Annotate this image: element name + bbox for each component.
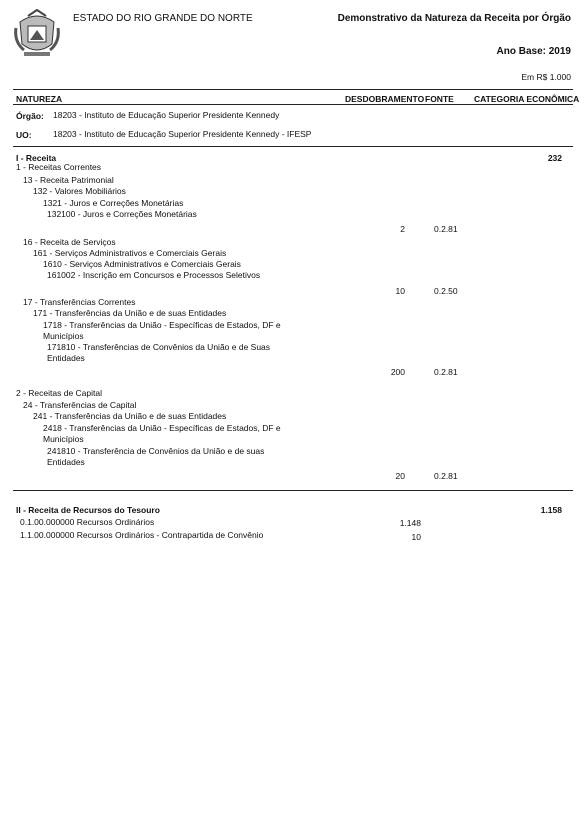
list-item: 161002 - Inscrição em Concursos e Processos Seletivos bbox=[47, 270, 261, 280]
resource-value: 10 bbox=[411, 532, 421, 542]
divider bbox=[13, 89, 573, 90]
list-item: 241 - Transferências da União e de suas Entidades bbox=[33, 411, 227, 421]
divider bbox=[13, 104, 573, 105]
list-item: 1610 - Serviços Administrativos e Comerciais Gerais bbox=[43, 259, 241, 269]
list-item: 171 - Transferências da União e de suas Entidades bbox=[33, 308, 227, 318]
list-item: Municípios bbox=[43, 434, 84, 444]
list-item: 132100 - Juros e Correções Monetárias bbox=[47, 209, 197, 219]
orgao-label: Órgão: bbox=[16, 111, 44, 121]
section-tesouro-total: 1.158 bbox=[540, 505, 562, 515]
list-item: 1 - Receitas Correntes bbox=[16, 162, 102, 172]
list-item: Municípios bbox=[43, 331, 84, 341]
section-receita-total: 232 bbox=[547, 153, 562, 163]
list-item: 2418 - Transferências da União - Específicas de Estados, DF e bbox=[43, 423, 281, 433]
fonte-value: 0.2.81 bbox=[434, 367, 458, 377]
list-item: 13 - Receita Patrimonial bbox=[23, 175, 114, 185]
list-item: Entidades bbox=[47, 457, 85, 467]
list-item: 2 - Receitas de Capital bbox=[16, 388, 102, 398]
list-item: Entidades bbox=[47, 353, 85, 363]
list-item: 17 - Transferências Correntes bbox=[23, 297, 136, 307]
base-year: Ano Base: 2019 bbox=[496, 46, 571, 57]
divider bbox=[13, 490, 573, 491]
list-item: 0.1.00.000000 Recursos Ordinários bbox=[20, 517, 155, 527]
section-receita-title: I - Receita bbox=[16, 153, 57, 163]
col-desdobramento: DESDOBRAMENTO bbox=[345, 94, 425, 104]
desdobramento-value: 2 bbox=[400, 224, 405, 234]
currency-unit: Em R$ 1.000 bbox=[521, 72, 571, 82]
list-item: 1321 - Juros e Correções Monetárias bbox=[43, 198, 184, 208]
list-item: 16 - Receita de Serviços bbox=[23, 237, 116, 247]
state-coat-of-arms-logo bbox=[14, 8, 60, 58]
desdobramento-value: 200 bbox=[390, 367, 405, 377]
fonte-value: 0.2.81 bbox=[434, 471, 458, 481]
col-natureza: NATUREZA bbox=[16, 94, 63, 104]
fonte-value: 0.2.81 bbox=[434, 224, 458, 234]
list-item: 1.1.00.000000 Recursos Ordinários - Contrapartida de Convênio bbox=[20, 530, 264, 540]
desdobramento-value: 20 bbox=[395, 471, 405, 481]
list-item: 132 - Valores Mobiliários bbox=[33, 186, 126, 196]
col-fonte: FONTE bbox=[425, 94, 454, 104]
uo-label: UO: bbox=[16, 130, 32, 140]
orgao-value: 18203 - Instituto de Educação Superior Presidente Kennedy bbox=[53, 110, 280, 120]
divider bbox=[13, 146, 573, 147]
list-item: 1718 - Transferências da União - Específicas de Estados, DF e bbox=[43, 320, 281, 330]
resource-value: 1.148 bbox=[399, 518, 421, 528]
list-item: 241810 - Transferência de Convênios da União e de suas bbox=[47, 446, 265, 456]
uo-value: 18203 - Instituto de Educação Superior Presidente Kennedy - IFESP bbox=[53, 129, 312, 139]
list-item: 171810 - Transferências de Convênios da União e de Suas bbox=[47, 342, 271, 352]
fonte-value: 0.2.50 bbox=[434, 286, 458, 296]
col-categoria: CATEGORIA ECONÔMICA bbox=[474, 94, 580, 104]
list-item: 161 - Serviços Administrativos e Comerciais Gerais bbox=[33, 248, 227, 258]
desdobramento-value: 10 bbox=[395, 286, 405, 296]
report-title: Demonstrativo da Natureza da Receita por Órgão bbox=[337, 13, 571, 24]
list-item: 24 - Transferências de Capital bbox=[23, 400, 137, 410]
section-tesouro-title: II - Receita de Recursos do Tesouro bbox=[16, 505, 160, 515]
state-title: ESTADO DO RIO GRANDE DO NORTE bbox=[73, 13, 253, 24]
